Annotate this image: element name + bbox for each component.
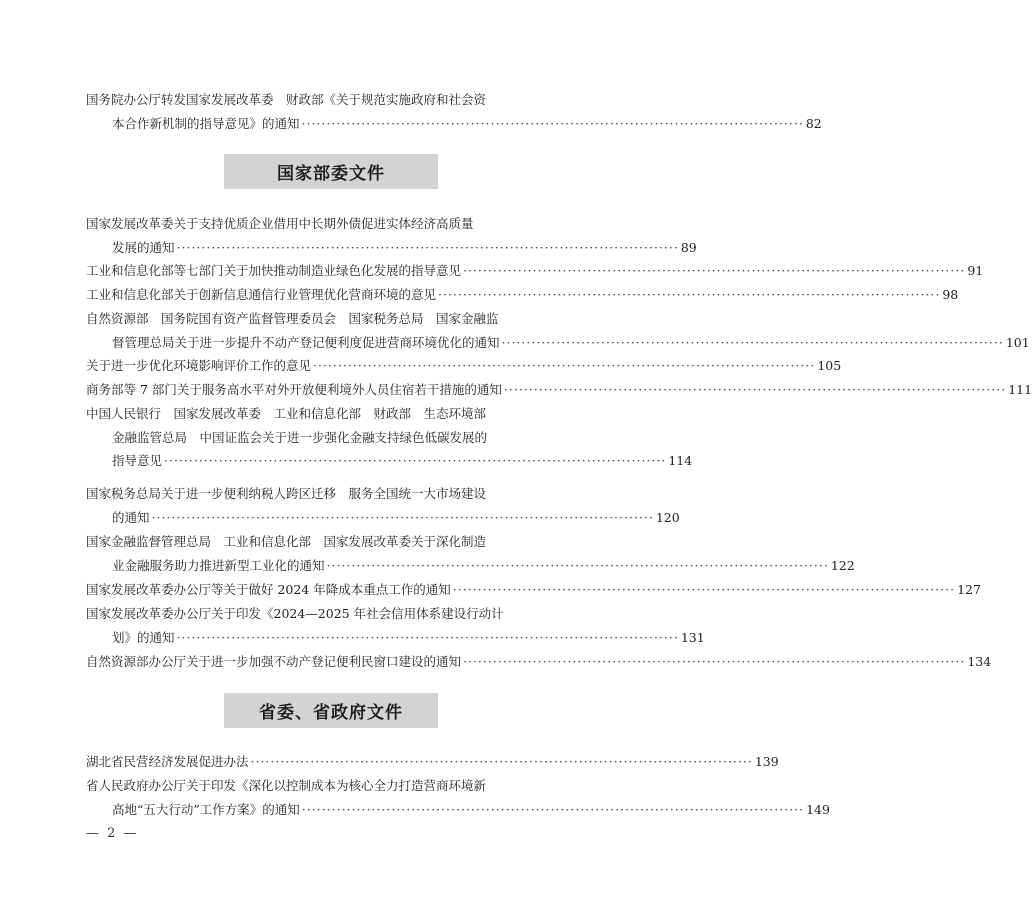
entry-title-line: 国务院办公厅转发国家发展改革委 财政部《关于规范实施政府和社会资 [86,92,487,107]
dot-leader: ····································································································· [301,115,804,131]
toc-entry[interactable] [86,774,830,821]
entry-title-tail: 发展的通知 [112,239,175,255]
toc-entry[interactable] [86,530,855,577]
page-ref: 105 [817,358,842,373]
entry-last-line [86,354,842,378]
page-ref: 149 [806,801,830,817]
page-ref: 91 [967,263,984,278]
entry-title-tail: 指导意见 [112,453,163,468]
entry-title-tail: 工业和信息化部等七部门关于加快推动制造业绿色化发展的指导意见 [86,263,462,278]
toc-entry[interactable] [86,212,697,259]
entry-last-line [86,506,680,530]
entry-title-line: 国家金融监督管理总局 工业和信息化部 国家发展改革委关于深化制造 [86,534,487,549]
entry-title-line: 中国人民银行 国家发展改革委 工业和信息化部 财政部 生态环境部 [86,406,487,421]
toc-entry[interactable] [86,602,705,649]
entry-title-tail: 高地“五大行动”工作方案》的通知 [112,801,300,817]
page-ref: 131 [680,629,705,645]
entry-title-line: 金融监管总局 中国证监会关于进一步强化金融支持绿色低碳发展的 [112,429,488,445]
entry-last-line [86,449,693,473]
dot-leader: ····································································································· [250,754,753,769]
dot-leader: ····································································································· [452,582,956,597]
toc-entry[interactable] [86,750,779,774]
entry-last-line [86,259,984,283]
dot-leader: ····································································································· [151,509,654,525]
entry-title-line: 国家税务总局关于进一步便利纳税人跨区迁移 服务全国统一大市场建设 [86,486,487,501]
page-ref: 134 [967,654,992,669]
toc-entry[interactable] [86,482,680,529]
toc-entry[interactable] [86,378,1032,402]
entry-last-line [86,378,1032,402]
entry-last-line [86,283,959,307]
dot-leader: ····································································································· [301,801,805,817]
entry-title-tail: 业金融服务助力推进新型工业化的通知 [112,557,325,573]
entry-title-tail: 湖北省民营经济发展促进办法 [86,754,249,769]
dot-leader: ····································································································· [313,358,816,373]
entry-last-line [86,798,830,822]
dot-leader: ····································································································· [326,557,829,573]
page-ref: 111 [1008,382,1032,397]
entry-last-line [86,650,992,674]
entry-title-tail: 的通知 [112,509,150,525]
toc-entry[interactable] [86,650,992,674]
entry-title-tail: 督管理总局关于进一步提升不动产登记便利度促进营商环境优化的通知 [112,334,500,350]
entry-title-tail: 自然资源部办公厅关于进一步加强不动产登记便利民窗口建设的通知 [86,654,462,669]
page-ref: 114 [668,453,693,468]
section-header-provincial: 省委、省政府文件 [224,693,438,728]
entry-last-line [86,578,981,602]
dot-leader: ····································································································· [463,654,966,669]
toc-entry[interactable] [86,307,1030,354]
entry-title-line: 自然资源部 国务院国有资产监督管理委员会 国家税务总局 国家金融监 [86,311,499,326]
page-ref: 98 [942,287,959,302]
entry-title-tail: 本合作新机制的指导意见》的通知 [112,115,300,131]
entry-title-line: 省人民政府办公厅关于印发《深化以控制成本为核心全力打造营商环境新 [86,778,487,793]
entry-last-line [86,626,705,650]
entry-title-tail: 关于进一步优化环境影响评价工作的意见 [86,358,312,373]
page-ref: 139 [754,754,779,769]
entry-last-line [86,331,1030,355]
entry-title-tail: 划》的通知 [112,629,175,645]
entry-title-line: 国家发展改革委办公厅关于印发《2024—2025 年社会信用体系建设行动计 [86,606,504,621]
page-ref: 122 [830,557,855,573]
dot-leader: ····································································································· [463,263,966,278]
page-ref: 101 [1005,334,1030,350]
entry-title-line: 国家发展改革委关于支持优质企业借用中长期外债促进实体经济高质量 [86,216,474,231]
section-header-national: 国家部委文件 [224,154,438,189]
dot-leader: ····································································································· [501,334,1004,350]
page-ref: 120 [655,509,680,525]
toc-entry[interactable] [86,402,693,473]
toc-entry[interactable] [86,259,984,283]
dot-leader: ····································································································· [164,453,667,468]
toc-entry[interactable] [86,88,822,135]
page-ref: 89 [680,239,697,255]
dot-leader: ····································································································· [176,239,679,255]
toc-entry[interactable] [86,283,959,307]
dot-leader: ····································································································· [176,629,679,645]
dot-leader: ····································································································· [503,382,1007,397]
entry-title-tail: 工业和信息化部关于创新信息通信行业管理优化营商环境的意见 [86,287,437,302]
entry-title-tail: 商务部等 7 部门关于服务高水平对外开放便利境外人员住宿若干措施的通知 [86,382,502,397]
toc-entry[interactable] [86,578,981,602]
entry-last-line [86,112,822,136]
entry-title-tail: 国家发展改革委办公厅等关于做好 2024 年降成本重点工作的通知 [86,582,451,597]
entry-last-line [86,554,855,578]
page-ref: 82 [805,115,822,131]
dot-leader: ····································································································· [438,287,941,302]
page-ref: 127 [957,582,981,597]
entry-last-line [86,750,779,774]
page-number: — 2 — [86,826,139,841]
entry-last-line [86,236,697,260]
toc-entry[interactable] [86,354,842,378]
